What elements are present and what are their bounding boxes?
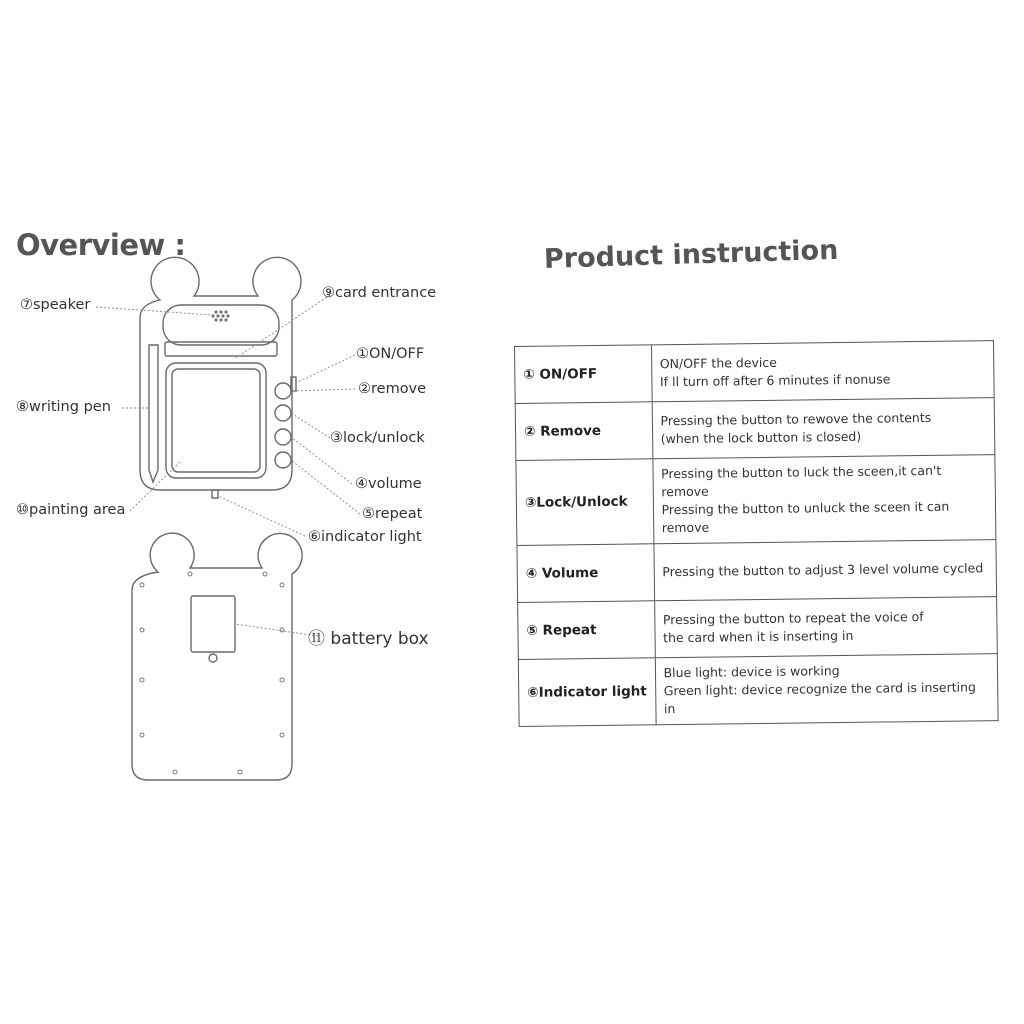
row-name: ④ Volume — [517, 544, 654, 603]
description-line: Pressing the button to adjust 3 level volume cycled — [662, 560, 984, 580]
label-remove: ②remove — [358, 381, 427, 397]
repeat-button — [275, 452, 291, 468]
product-instruction-title: Product instruction — [543, 234, 839, 275]
lock-button — [275, 405, 291, 421]
remove-button — [275, 383, 291, 399]
row-description — [654, 597, 997, 658]
overview-title: Overview : — [16, 228, 186, 262]
speaker-grill — [211, 310, 229, 321]
card-strip — [165, 342, 277, 356]
description-line: Pressing the button to rewove the contents — [660, 409, 932, 429]
row-description — [653, 540, 996, 601]
table-row — [515, 341, 995, 404]
description-line: Pressing the button to repeat the voice of — [662, 609, 924, 628]
row-name: ② Remove — [515, 402, 652, 461]
label-card-entrance: ⑨card entrance — [322, 285, 437, 301]
label-painting-area: ⑩painting area — [16, 502, 126, 518]
row-name: ⑤ Repeat — [518, 601, 655, 660]
row-description — [652, 398, 995, 459]
battery-box — [191, 596, 235, 652]
label-on-off: ①ON/OFF — [356, 346, 425, 362]
table-row — [518, 654, 998, 727]
label-speaker: ⑦speaker — [20, 297, 91, 313]
row-description — [652, 455, 995, 544]
painting-area — [166, 363, 266, 478]
label-lock-unlock: ③lock/unlock — [330, 430, 425, 446]
description-line: Pressing the button to luck the sceen,it can't remove — [661, 462, 942, 500]
label-indicator-light: ⑥indicator light — [308, 529, 422, 545]
description-line: Blue light: device is working — [663, 663, 840, 681]
row-name: ① ON/OFF — [515, 345, 652, 404]
row-description — [651, 341, 994, 402]
row-name: ③Lock/Unlock — [516, 459, 654, 546]
label-repeat: ⑤repeat — [362, 506, 423, 522]
description-line: the card when it is inserting in — [663, 627, 854, 646]
table-row — [517, 540, 997, 603]
description-line: (when the lock button is closed) — [660, 428, 862, 447]
table-row — [516, 455, 996, 546]
table-row — [515, 398, 995, 461]
label-volume: ④volume — [355, 476, 422, 492]
description-line: Green light: device recognize the card is inserting in — [663, 679, 976, 717]
row-name: ⑥Indicator light — [518, 658, 655, 727]
indicator-led — [212, 490, 218, 498]
description-line: If ll turn off after 6 minutes if nonuse — [659, 371, 891, 390]
table-row — [518, 597, 998, 660]
label-writing-pen: ⑧writing pen — [16, 399, 111, 415]
description-line: Pressing the button to unluck the sceen it can remove — [661, 498, 950, 536]
description-line: ON/OFF the device — [659, 354, 777, 372]
writing-pen — [149, 345, 158, 482]
instruction-table — [514, 340, 999, 727]
row-description — [655, 654, 998, 725]
label-battery-box: ⑪ battery box — [308, 629, 429, 649]
volume-button — [275, 429, 291, 445]
